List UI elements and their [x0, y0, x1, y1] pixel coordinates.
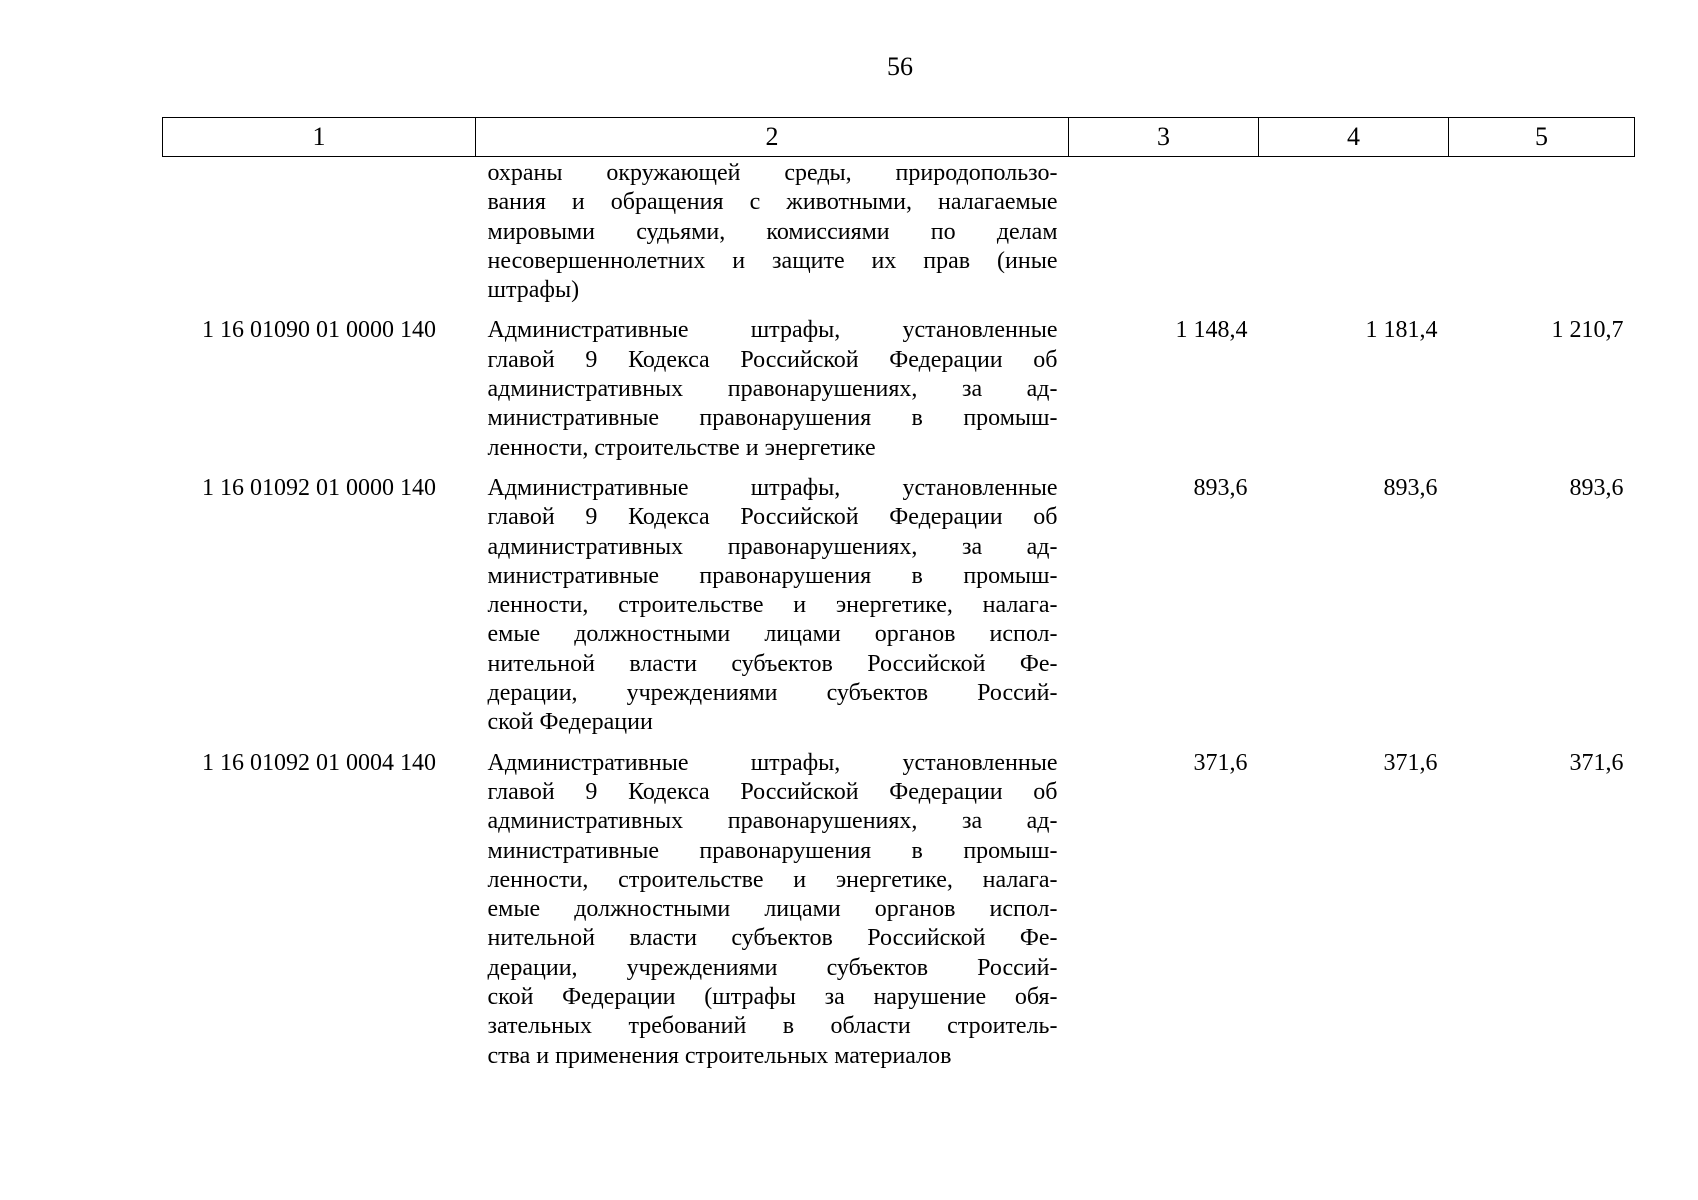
description-line: ской Федерации (штрафы за нарушение обя-: [487, 984, 1058, 1011]
table-row: [163, 157, 1635, 306]
amount-cell-col-3: 893,6: [1193, 474, 1248, 501]
description-cell: [476, 157, 1069, 306]
description-line: главой 9 Кодекса Российской Федерации об: [487, 504, 1058, 531]
description-line: несовершеннолетних и защите их прав (иные: [487, 247, 1058, 274]
amount-cell-col-5: 371,6: [1569, 749, 1624, 776]
budget-code-cell: [163, 157, 476, 306]
description-line: вания и обращения с животными, налагаемые: [487, 189, 1058, 216]
description-line: емые должностными лицами органов испол-: [487, 621, 1058, 648]
description-cell: [476, 738, 1069, 1071]
amount-cell-col-4: [1259, 157, 1449, 306]
description-line: министративные правонарушения в промыш-: [487, 837, 1058, 864]
description-line: нительной власти субъектов Российской Фе-: [487, 925, 1058, 952]
description-line: министративные правонарушения в промыш-: [487, 405, 1058, 432]
description-line: дерации, учреждениями субъектов Россий-: [487, 954, 1058, 981]
description-line: Административные штрафы, установленные: [487, 749, 1058, 776]
amount-cell-col-5: 893,6: [1569, 474, 1624, 501]
amount-cell-col-5: [1449, 157, 1635, 306]
column-header-2: 2: [476, 118, 1069, 157]
amount-cell-col-3: 1 148,4: [1175, 317, 1248, 344]
table-header-row: [163, 118, 1635, 157]
amount-cell-col-3: 371,6: [1193, 749, 1248, 776]
description-line: зательных требований в области строитель-: [487, 1013, 1058, 1040]
table-row: [163, 738, 1635, 1071]
amount-cell-col-4: 1 181,4: [1365, 317, 1438, 344]
description-line: емые должностными лицами органов испол-: [487, 896, 1058, 923]
description-line: ской Федерации: [487, 709, 653, 736]
column-header-4: 4: [1259, 118, 1449, 157]
table-row: [163, 463, 1635, 738]
description-line: Административные штрафы, установленные: [487, 474, 1058, 501]
page-number: 56: [887, 52, 913, 81]
column-header-1: 1: [163, 118, 476, 157]
description-line: главой 9 Кодекса Российской Федерации об: [487, 346, 1058, 373]
description-line: мировыми судьями, комиссиями по делам: [487, 218, 1058, 245]
description-line: ства и применения строительных материалов: [487, 1042, 952, 1069]
description-line: нительной власти субъектов Российской Фе-: [487, 650, 1058, 677]
description-line: дерации, учреждениями субъектов Россий-: [487, 680, 1058, 707]
budget-code-cell: 1 16 01092 01 0000 140: [202, 474, 436, 501]
budget-table: [162, 117, 1635, 1071]
description-line: штрафы): [487, 277, 580, 304]
amount-cell-col-4: 893,6: [1383, 474, 1438, 501]
amount-cell-col-4: 371,6: [1383, 749, 1438, 776]
description-cell: [476, 305, 1069, 462]
amount-cell-col-3: [1069, 157, 1259, 306]
description-line: административных правонарушениях, за ад-: [487, 533, 1058, 560]
table-row: [163, 305, 1635, 462]
column-header-3: 3: [1069, 118, 1259, 157]
description-line: административных правонарушениях, за ад-: [487, 808, 1058, 835]
column-header-5: 5: [1449, 118, 1635, 157]
budget-code-cell: 1 16 01092 01 0004 140: [202, 749, 436, 776]
description-line: административных правонарушениях, за ад-: [487, 376, 1058, 403]
description-line: охраны окружающей среды, природопользо-: [487, 160, 1058, 186]
amount-cell-col-5: 1 210,7: [1551, 317, 1624, 344]
description-line: ленности, строительстве и энергетике: [487, 434, 876, 461]
description-line: министративные правонарушения в промыш-: [487, 562, 1058, 589]
table-body: [163, 157, 1635, 1071]
description-line: Административные штрафы, установленные: [487, 317, 1058, 344]
description-line: ленности, строительстве и энергетике, налага-: [487, 592, 1058, 619]
budget-code-cell: 1 16 01090 01 0000 140: [202, 317, 436, 344]
description-cell: [476, 463, 1069, 738]
description-line: ленности, строительстве и энергетике, налага-: [487, 866, 1058, 893]
description-line: главой 9 Кодекса Российской Федерации об: [487, 778, 1058, 805]
